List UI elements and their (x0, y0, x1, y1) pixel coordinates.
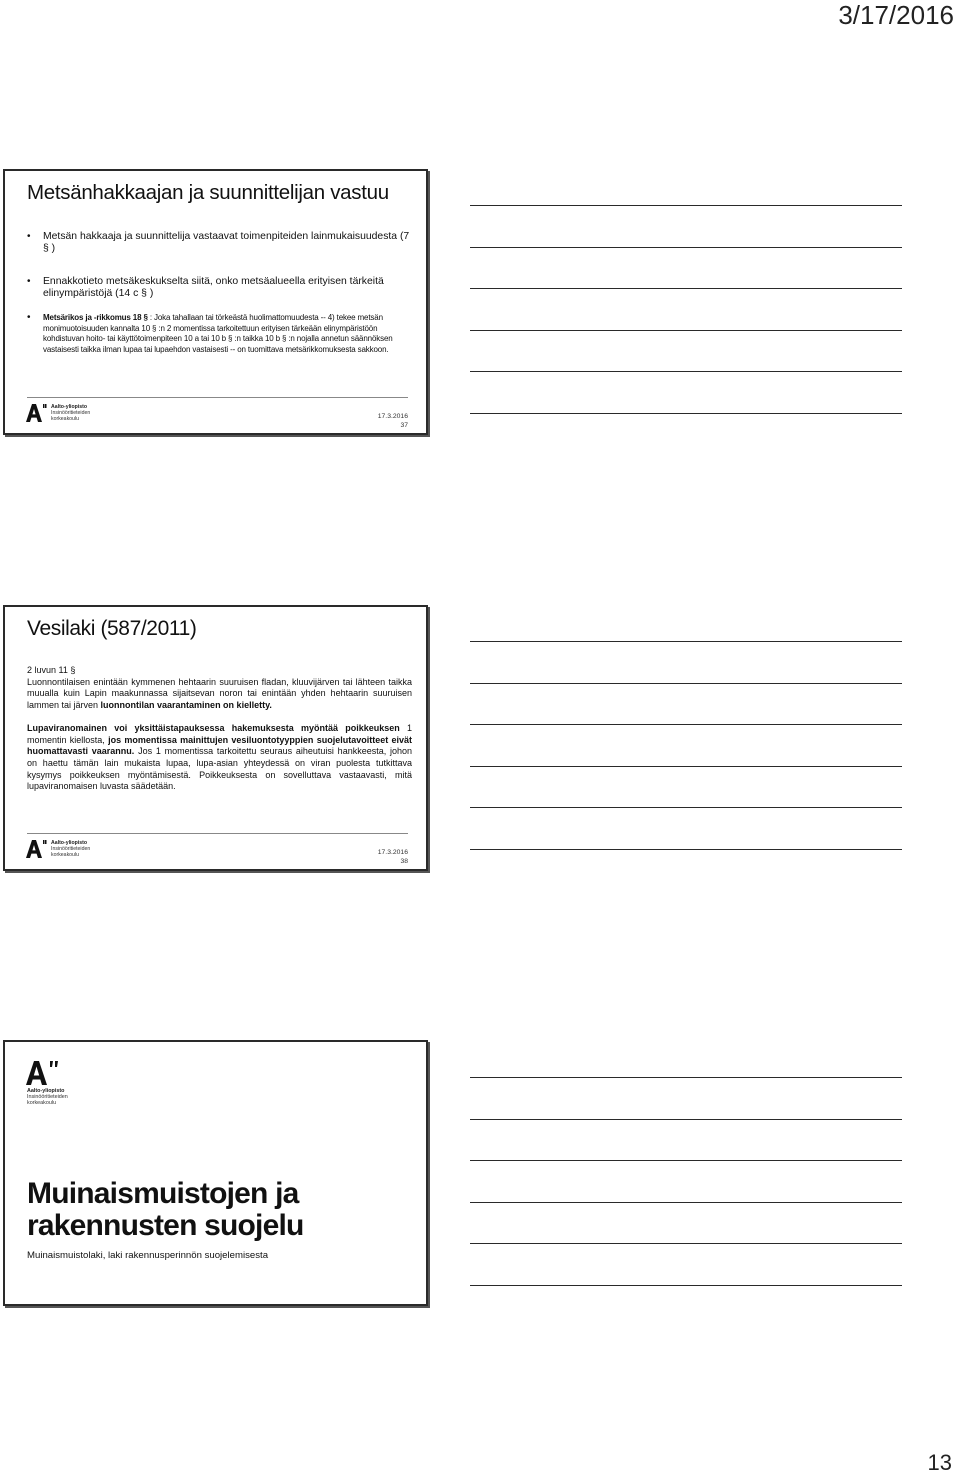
note-line (470, 1243, 902, 1244)
note-line (470, 371, 902, 372)
note-line (470, 1077, 902, 1078)
slide-date: 17.3.2016 (377, 849, 408, 856)
logo-text: Aalto-yliopisto Insinööritieteiden korkeakoulu (51, 840, 91, 859)
note-line (470, 807, 902, 808)
slide-title: Muinaismuistojen ja rakennusten suojelu (27, 1177, 304, 1242)
note-line (470, 1285, 902, 1286)
notes-lines (470, 641, 902, 890)
slide-title: Metsänhakkaajan ja suunnittelijan vastuu (27, 181, 389, 204)
slide-title: Vesilaki (587/2011) (27, 617, 197, 640)
slide-muinaismuistojen-suojelu (3, 1040, 428, 1306)
bullet-lead: Metsärikos ja -rikkomus 18 § (43, 313, 148, 322)
bullet-item (27, 313, 412, 356)
aalto-a-icon (25, 403, 47, 423)
aalto-logo (25, 1060, 105, 1107)
bullet-item: • Ennakkotieto metsäkeskukselta siitä, onko metsäalueella erityisen tärkeitä elinympäristöjä (14 c § ) (27, 276, 412, 313)
slide-number: 38 (400, 857, 408, 865)
bullet-item: • Metsän hakkaaja ja suunnittelija vastaavat toimenpiteiden lainmukaisuudesta (7 § ) (27, 231, 412, 276)
note-line (470, 1119, 902, 1120)
note-line (470, 413, 902, 414)
note-line (470, 766, 902, 767)
slide-footer (378, 849, 408, 866)
aalto-a-icon (25, 839, 47, 859)
aalto-a-icon (25, 1060, 61, 1086)
slide-body (27, 665, 412, 793)
footer-divider (27, 397, 408, 398)
notes-lines (470, 205, 902, 454)
slide-footer (378, 413, 408, 430)
page-number: 13 (927, 1450, 952, 1475)
aalto-logo (25, 403, 110, 425)
note-line (470, 288, 902, 289)
paragraph: Lupaviranomainen voi yksittäistapauksessa hakemuksesta myöntää poikkeuksen 1 momentin kiellosta, jos momentissa mainittujen vesiluontotyyppien suojelutavoitteet eivät huomattavasti vaarannu. Jos 1 momentissa tarkoitettu seuraus aiheutuisi hankkeesta, johon on haettu tämän lain mukaista lupaa, lupa-asian yhteydessä on viran puolesta tutkittava kysymys poikkeuksen myöntämisestä. Poikkeuksesta on sovelluttava vastaavasti, mitä lupaviranomaisen luvasta säädetään. (27, 722, 412, 792)
note-line (470, 683, 902, 684)
page-date: 3/17/2016 (838, 0, 954, 30)
note-line (470, 1202, 902, 1203)
notes-lines (470, 1077, 902, 1326)
note-line (470, 330, 902, 331)
footer-divider (27, 833, 408, 834)
slide-date: 17.3.2016 (377, 413, 408, 420)
bullet-list (27, 231, 412, 356)
note-line (470, 205, 902, 206)
note-line (470, 849, 902, 850)
slide-metsanhakkaajan-vastuu (3, 169, 428, 435)
section-reference: 2 luvun 11 § (27, 665, 76, 675)
note-line (470, 1160, 902, 1161)
logo-text: Aalto-yliopisto Insinööritieteiden korkeakoulu (27, 1088, 68, 1107)
slide-number: 37 (400, 421, 408, 429)
note-line (470, 724, 902, 725)
slide-subtitle: Muinaismuistolaki, laki rakennusperinnön suojelemisesta (27, 1250, 269, 1261)
logo-text: Aalto-yliopisto Insinööritieteiden korkeakoulu (51, 404, 91, 423)
paragraph: Luonnontilaisen enintään kymmenen hehtaarin suuruisen fladan, kluuvijärven tai lähteen taikka muualla kuin Lapin maakunnassa sijaitsevan noron tai enintään yhden hehtaarin suuruisen lammen tai järven luonnontilan vaarantaminen on kielletty. (27, 676, 412, 711)
slide-vesilaki (3, 605, 428, 871)
note-line (470, 247, 902, 248)
aalto-logo (25, 839, 110, 861)
note-line (470, 641, 902, 642)
bullet-text: : Joka tahallaan tai törkeästä huolimattomuudesta -- 4) tekee metsän monimuotoisuuden kannalta 10 § :n 2 momentissa tarkoitettuun erityisen tärkeään elinympäristöön kohdistuvan hoito- tai käyttötoimenpiteen 10 a tai 10 b § :n taikka 10 b § :n nojalla annetun säännöksen vastaisesti taikka ilman lupaa tai lupaehdon vastaisesti -- on tuomittava metsärikkomuksesta sakkoon. (43, 313, 393, 355)
